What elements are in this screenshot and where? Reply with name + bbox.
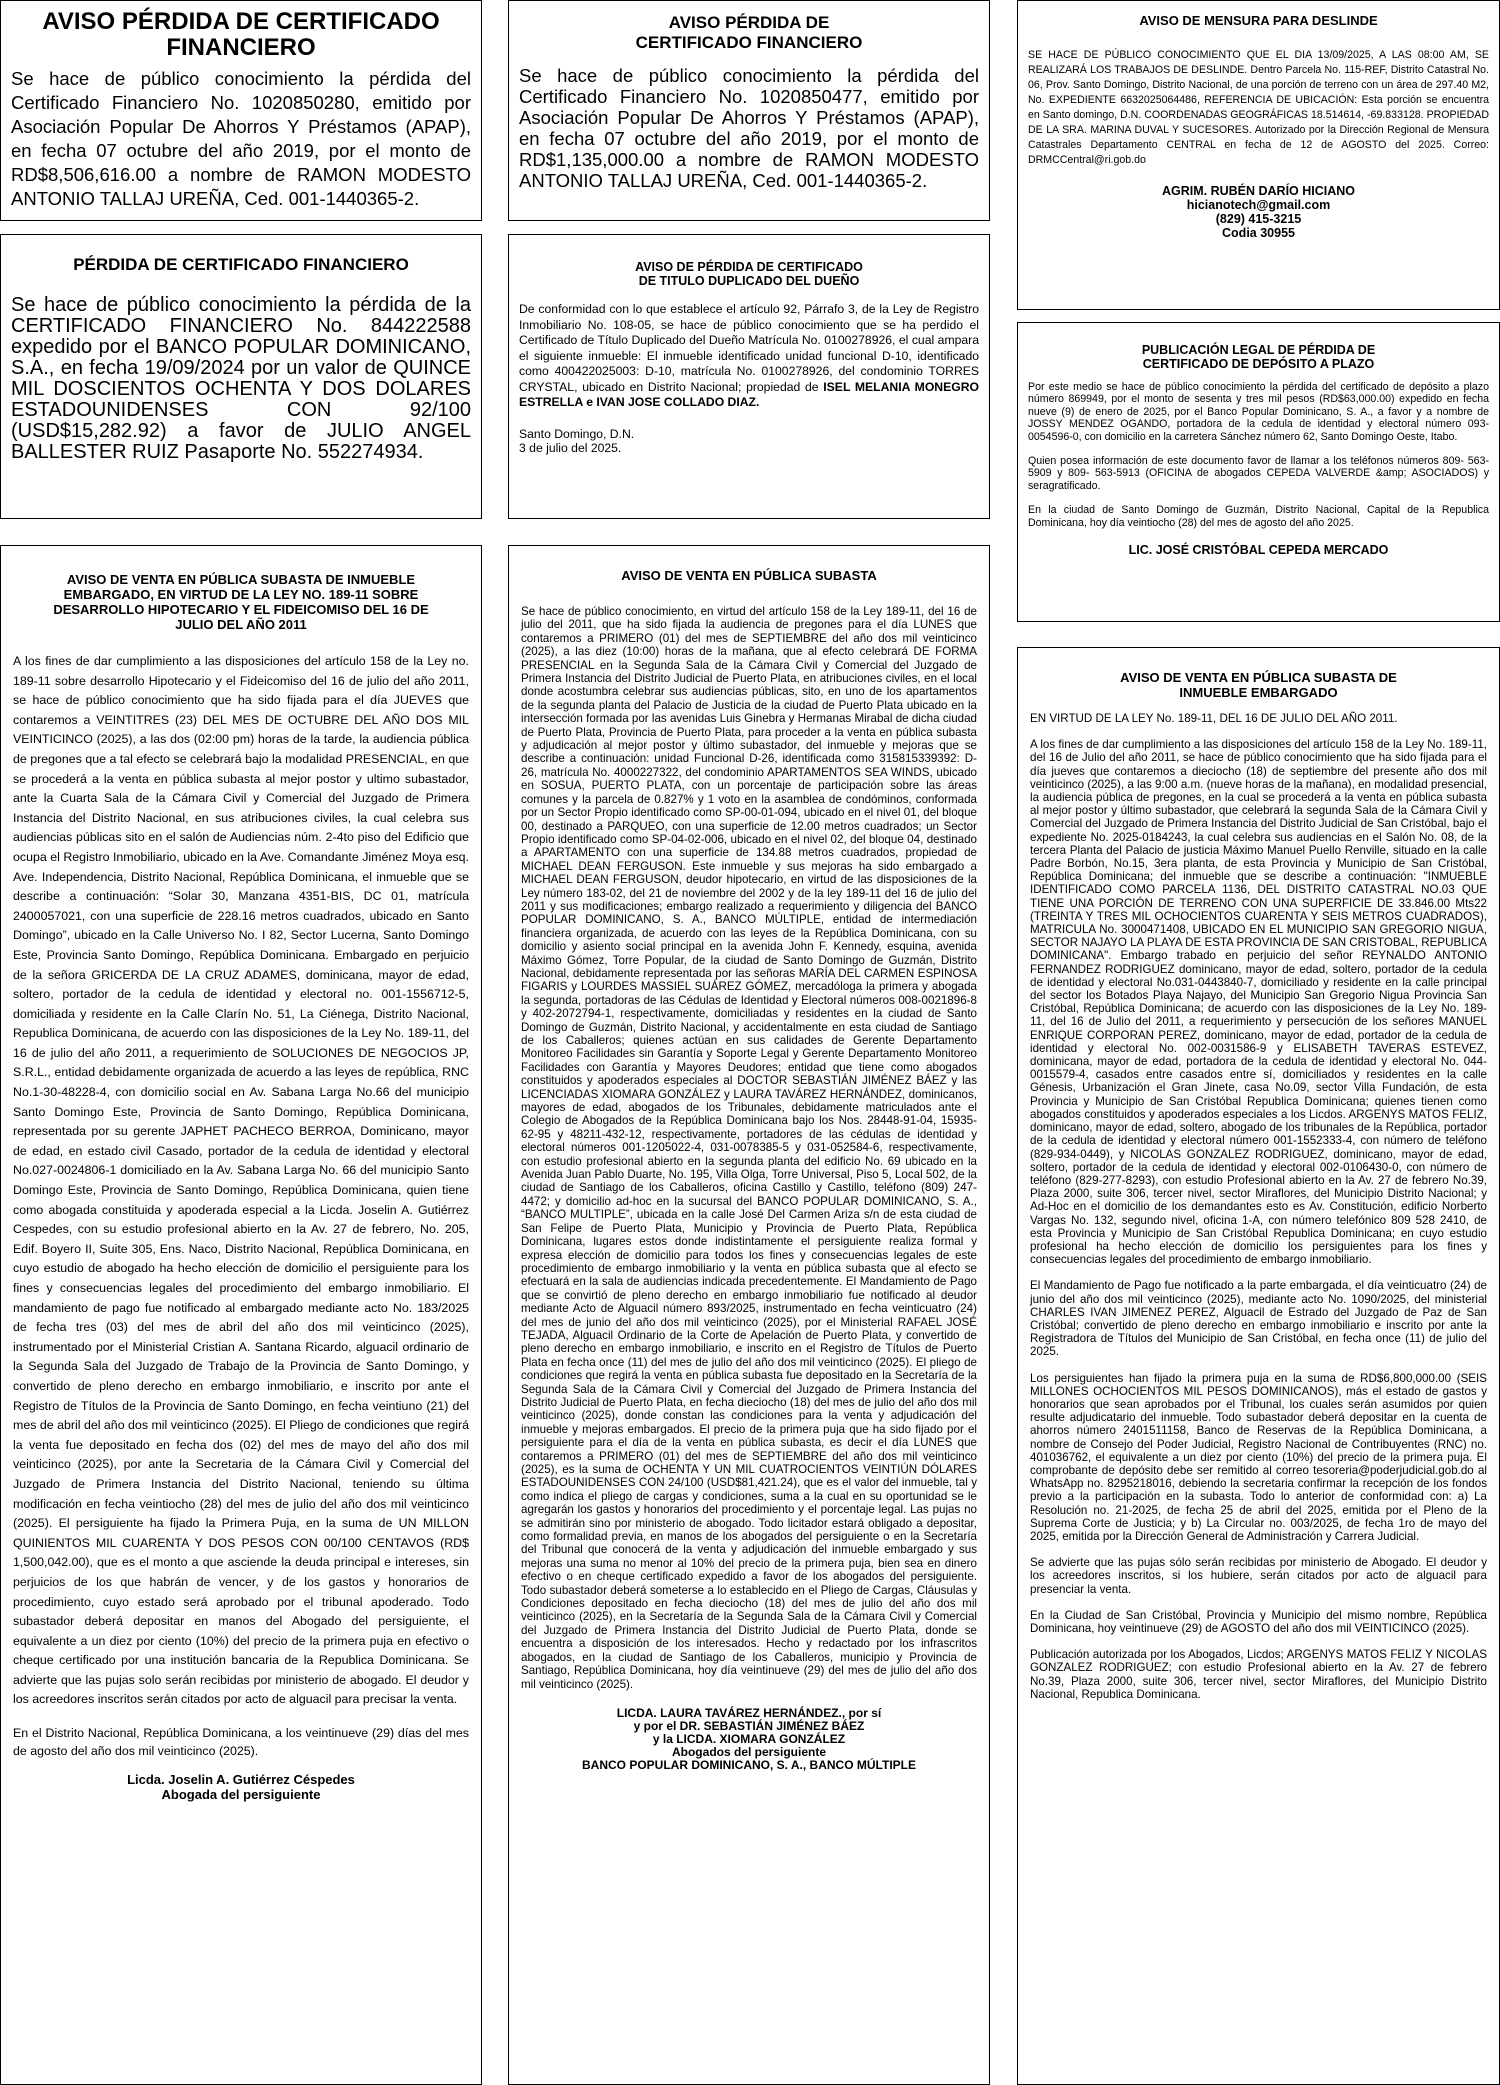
surveyor-email: hicianotech@gmail.com bbox=[1186, 198, 1331, 212]
signature-title: Abogada del persiguiente bbox=[161, 1787, 321, 1803]
paragraph-5: En la Ciudad de San Cristóbal, Provincia y Municipio del mismo nombre, República Dominicana, hoy veintinueve (29) de AGOSTO del año dos mil VEINTICINCO (2025). bbox=[1030, 1608, 1487, 1635]
notice-closing: En el Distrito Nacional, República Dominicana, a los veintinueve (29) días del mes de agosto del año dos mil veinticinco (2025). bbox=[13, 1726, 469, 1759]
surveyor-codia: Codia 30955 bbox=[1222, 226, 1295, 240]
notice-body: SE HACE DE PÚBLICO CONOCIMIENTO QUE EL DIA 13/09/2025, A LAS 08:00 AM, SE REALIZARÁ LOS TRABAJOS DE DESLINDE. Dentro Parcela No. 115-REF, Distrito Catastral No. 06, Prov. Santo Domingo, Distrito Nacional, de una porción de terreno con un área de 297.40 M2, No. EXPEDIENTE 6632025064486, REFERENCIA DE UBICACIÓN: Esta porción se encuentra en Santo domingo, D.N. COORDENADAS GEOGRÁFICAS 18.514614, -69.833128. PROPIEDAD DE LA SRA. MARINA DUVAL Y SUCESORES. Autorizado por la Dirección Regional de Mensura Catastrales Departamento CENTRAL en fecha de 12 de AGOSTO del 2025. Correo: DRMCCentral@ri.gob.do bbox=[1028, 49, 1489, 166]
notice-title: AVISO DE MENSURA PARA DESLINDE bbox=[1139, 13, 1378, 28]
intro: EN VIRTUD DE LA LEY No. 189-11, DEL 16 DE JULIO DEL AÑO 2011. bbox=[1030, 712, 1398, 725]
paragraph-1: Por este medio se hace de público conocimiento la pérdida del certificado de depósito a plazo número 869949, por el monto de sesenta y tres mil pesos (RD$63,000.00) expedido en fecha nueve (9) de enero de 2025, por el Banco Popular Dominicano, S. A., a favor y a nombre de JOSSY MENDEZ OGANDO, portadora de la cedula de identidad y electoral número 093-0054596-0, con domicilio en la carretera Sánchez número 62, Santo Domingo Oeste, Itabo. bbox=[1028, 381, 1489, 443]
signature-name: Licda. Joselin A. Gutiérrez Céspedes bbox=[127, 1772, 355, 1788]
notice-body: A los fines de dar cumplimiento a las disposiciones del artículo 158 de la Ley no. 189-11 sobre desarrollo Hipotecario y el Fideicomiso del 16 de julio del año 2011, se hace de público conocimiento que ha sido fijada para el día JUEVES que contaremos a VEINTITRES (23) DEL MES DE OCTUBRE DEL AÑO DOS MIL VEINTICINCO (2025), a las dos (02:00 pm) horas de la tarde, la audiencia pública de pregones que a tal efecto se celebrará bajo la modalidad PRESENCIAL, en que se procederá a la venta en pública subasta al mejor postor y ultimo subastador, ante la Cuarta Sala de la Cámara Civil y Comercial del Juzgado de Primera Instancia del Distrito Nacional, en sus atribuciones civiles, la cual celebra sus audiencias públicas sito en el salón de Audiencias núm. 2-4to piso del Edificio que ocupa el Registro Inmobiliario, ubicado en la Ave. Comandante Jiménez Moya esq. Ave. Independencia, Distrito Nacional, República Dominicana, el inmueble que se describe a continuación: “Solar 30, Manzana 4351-BIS, DC 01, matrícula 2400057021, con una superficie de 228.16 metros cuadrados, ubicado en Santo Domingo”, ubicado en la Calle Universo No. I 82, Sector Lucerna, Santo Domingo Este, Provincia Santo Domingo, República Dominicana. Embargado en perjuicio de la señora GRICERDA DE LA CRUZ ADAMES, dominicana, mayor de edad, soltero, portador de la cedula de identidad y electoral no. 001-1556712-5, domiciliada y residente en la Calle Clarín No. 51, La Ciénega, Distrito Nacional, Republica Dominicana, de acuerdo con las disposiciones de la Ley No. 189-11, del 16 de julio del año 2011, a requerimiento de SOLUCIONES DE NEGOCIOS JP, S.R.L., entidad debidamente organizada de acuerdo a las leyes de república, RNC No.1-30-48228-4, con domicilio social en Av. Sabana Larga No.66 del municipio Santo Domingo Este, Provincia de Santo Domingo, República Dominicana, representada por su gerente JAPHET PACHECO BERROA, Dominicano, mayor de edad, en estado civil Casado, portador de la cedula de identidad y electoral No.027-0024806-1 domiciliado en la Av. Sabana Larga No. 66 del municipio Santo Domingo Este, Provincia de Santo Domingo, República Dominicana, quien tiene como abogada constituida y apoderada especial a la Licda. Joselin A. Gutiérrez Cespedes, con su estudio profesional abierto en la Av. 27 de febrero, No. 205, Edif. Boyero II, Suite 305, Ens. Naco, Distrito Nacional, República Dominicana, en cuyo estudio de abogado ha hecho elección de domicilio el persiguiente para los fines y consecuencias legales del procedimiento del embargo inmobiliario. El mandamiento de pago fue notificado al embargado mediante acto No. 183/2025 de fecha tres (03) del mes de abril del año dos mil veinticinco (2025), instrumentado por el Ministerial Cristian A. Santana Ricardo, alguacil ordinario de la Segunda Sala del Juzgado de Trabajo de la Provincia de Santo Domingo, y convertido de pleno derecho en embargo inmobiliario, e inscrito por ante el Registro de Títulos de la Provincia de Santo Domingo, en fecha veintiuno (21) del mes de abril del año dos mil veinticinco (2025). El Pliego de condiciones que regirá la venta fue depositado en fecha dos (02) del mes de mayo del año dos mil veinticinco (2025), por ante la Secretaria de la Cámara Civil y Comercial del Juzgado de Primera Instancia del Distrito Nacional, teniendo su última modificación en fecha veintiocho (28) del mes de julio del año dos mil veinticinco (2025). El persiguiente ha fijado la Primera Puja, en la suma de UN MILLON QUINIENTOS MIL CUARENTA Y DOS PESOS CON 00/100 CENTAVOS (RD$ 1,500,042.00), que es el monto a que asciende la deuda principal e intereses, sin perjuicios de los que habrán de vencer, y de los gastos y honorarios de procedimiento, cuyo estado será aprobado por el tribunal apoderado. Todo subastador deberá depositar en manos del Abogado del persiguiente, el equivalente a un diez por ciento (10%) del precio de la primera puja en efectivo o cheque certificado por una institución bancaria de la Republica Dominicana. Se advierte que las pujas solo serán recibidas por ministerio de abogado. El deudor y los acreedores inscritos serán citados por acto de alguacil para precisar la venta. bbox=[13, 654, 469, 1707]
paragraph-3: En la ciudad de Santo Domingo de Guzmán, Distrito Nacional, Capital de la Republica Dominicana, hoy día veintiocho (28) del mes de agosto del año 2025. bbox=[1028, 504, 1489, 529]
paragraph-2: El Mandamiento de Pago fue notificado a la parte embargada, el día veinticuatro (24) de junio del año dos mil veinticinco (2025), mediante acto No. 1090/2025, del ministerial CHARLES IVAN JIMENEZ PEREZ, Alguacil de Estrado del Juzgado de Paz de San Cristóbal; convertido de pleno derecho en embargo inmobiliario e inscrito por ante la Registradora de Títulos del Municipio de San Cristóbal, en fecha once (11) de julio del 2025. bbox=[1030, 1279, 1487, 1359]
owners: ISEL MELANIA MONEGRO ESTRELLA e IVAN JOSE COLLADO DIAZ. bbox=[519, 379, 979, 409]
notice-public-auction-banco-popular bbox=[508, 545, 990, 2085]
notice-title: AVISO DE VENTA EN PÚBLICA SUBASTA DE INMUEBLE EMBARGADO, EN VIRTUD DE LA LEY NO. 189-11 SOBRE DESARROLLO HIPOTECARIO Y EL FIDEICOMISO DEL 16 DE JULIO DEL AÑO 2011 bbox=[53, 572, 429, 632]
notice-title: PÉRDIDA DE CERTIFICADO FINANCIERO bbox=[73, 255, 409, 274]
paragraph-3: Los persiguientes han fijado la primera puja en la suma de RD$6,800,000.00 (SEIS MILLONES OCHOCIENTOS MIL PESOS DOMINICANOS), más el estado de gastos y honorarios que sean aprobados por el Tribunal, los cuales serán asumidos por quien resulte adjudicatario del inmueble. Todo subastador deberá depositar en la cuenta de ahorros número 2401511158, Banco de Reservas de la República Dominicana, a nombre de Consejo del Poder Judicial, Registro Nacional de Contribuyentes (RNC) no. 401036762, el equivalente a un diez por ciento (10%) del precio de la primera puja. El comprobante de depósito debe ser remitido al correo tesoreria@poderjudicial.gob.do al WhatsApp no. 8295218016, debiendo la secretaria confirmar la recepción de los fondos previo a la participación en la subasta. Todo lo anterior de conformidad con: a) La Resolución no. 21-2025, de fecha 25 de abril del 2025, emitida por el Pleno de la Suprema Corte de Justicia; y b) La Circular no. 003/2025, de fecha 1ro de mayo del 2025, emitida por la Dirección General de Administración y Carrera Judicial. bbox=[1030, 1371, 1487, 1543]
surveyor-phone: (829) 415-3215 bbox=[1215, 212, 1302, 226]
notice-public-auction-gutierrez bbox=[0, 545, 482, 2085]
signature-line-2: y por el DR. SEBASTIÁN JIMÉNEZ BÁEZ bbox=[633, 1718, 865, 1733]
notice-loss-certificate-apap-1 bbox=[0, 0, 482, 221]
paragraph-6: Publicación autorizada por los Abogados, Licdos; ARGENYS MATOS FELIZ Y NICOLAS GONZALEZ RODRIGUEZ; con estudio Profesional abierto en la Av. 27 de febrero No.39, Plaza 2000, suite 306, tercer nivel, sector Miraflores, del Municipio Distrito Nacional, Republica Dominicana. bbox=[1030, 1648, 1487, 1701]
surveyor-name: AGRIM. RUBÉN DARÍO HICIANO bbox=[1161, 184, 1356, 198]
place: Santo Domingo, D.N. bbox=[519, 426, 635, 441]
notice-survey-deslinde bbox=[1017, 0, 1500, 310]
notice-body: Se hace de público conocimiento la pérdida del Certificado Financiero No. 1020850280, emitido por Asociación Popular De Ahorros Y Préstamos (APAP), en fecha 07 octubre del año 2019, por el monto de RD$8,506,616.00 a nombre de RAMON MODESTO ANTONIO TALLAJ UREÑA, Ced. 001-1440365-2. bbox=[11, 68, 471, 209]
paragraph-4: Se advierte que las pujas sólo serán recibidas por ministerio de Abogado. El deudor y los acreedores inscritos, si los hubiere, serán citados por acto de alguacil para presenciar la venta. bbox=[1030, 1556, 1487, 1596]
notice-title: PUBLICACIÓN LEGAL DE PÉRDIDA DE CERTIFICADO DE DEPÓSITO A PLAZO bbox=[1141, 343, 1376, 371]
notice-loss-certificate-popular bbox=[0, 234, 482, 519]
signature-name: LIC. JOSÉ CRISTÓBAL CEPEDA MERCADO bbox=[1128, 543, 1389, 558]
notice-title: AVISO DE VENTA EN PÚBLICA SUBASTA DE INMUEBLE EMBARGADO bbox=[1120, 670, 1397, 700]
signature-line-1: LICDA. LAURA TAVÁREZ HERNÁNDEZ., por sí bbox=[616, 1705, 882, 1720]
notice-title: AVISO PÉRDIDA DE CERTIFICADO FINANCIERO bbox=[635, 13, 863, 52]
notice-loss-deposit-certificate bbox=[1017, 322, 1500, 622]
notice-title: AVISO DE VENTA EN PÚBLICA SUBASTA bbox=[621, 568, 877, 583]
signature-line-5: BANCO POPULAR DOMINICANO, S. A., BANCO MÚLTIPLE bbox=[582, 1757, 916, 1772]
paragraph-1: A los fines de dar cumplimiento a las disposiciones del artículo 158 de la Ley No. 189-11, del 16 de Julio del año 2011, se hace de público conocimiento que ha sido fijada para el día jueves que contaremos a dieciocho (18) de septiembre del presente año dos mil veinticinco (2025), a las 9:00 a.m. (nueve horas de la mañana), en modalidad presencial, la audiencia pública de pregones, en la cual se procederá a la venta en pública subasta al mejor postor y último subastador, que celebrará la segunda Sala de la Cámara Civil y Comercial del Juzgado de Primera Instancia del Distrito Judicial de San Cristóbal, bajo el expediente No. 2025-0184243, la cual celebra sus audiencias en el Salón No. 08, de la tercera Planta del Palacio de justicia Máximo Manuel Puello Renville, situado en la calle Padre Borbón, No.15, 3era planta, de esta Provincia y Municipio de San Cristóbal, República Dominicana; del inmueble que se describe a continuación: "INMUEBLE IDENTIFICADO COMO PARCELA 1136, DEL DISTRITO CATASTRAL NO.03 QUE TIENE UNA PORCIÓN DE TERRENO CON UNA SUPERFICIE DE 33.846.00 Mts22 (TREINTA Y TRES MIL OCHOCIENTOS CUARENTA Y SEIS METROS CUADRADOS), MATRICULA No. 3000471408, UBICADO EN EL MUNICIPIO SAN GREGORIO NIGUA, SECTOR NAJAYO LA PLAYA DE ESTA PROVINCIA DE SAN CRISTOBAL, REPUBLICA DOMINICANA". Embargo trabado en perjuicio del señor REYNALDO ANTONIO FERNANDEZ RODRIGUEZ dominicano, mayor de edad, soltero, portador de la cedula de identidad y electoral No.031-0443840-7, domiciliado y residente en la calle principal del sector los Botados Playa Najayo, del Municipio San Gregorio Nigua Provincia San Cristóbal, República Dominicana; de acuerdo con las disposiciones de la Ley No. 189-11, del 16 de Julio del 2011, a requerimiento y persecución de los señores MANUEL ENRIQUE CORPORAN PEREZ, dominicano, mayor de edad, portador de la cedula de identidad y electoral No. 002-0031586-9 y ELISABETH TAVERAS ESTEVEZ, dominicana, mayor de edad, portadora de la cedula de identidad y electoral No. 044-0015579-4, casados entre casados entre sí, domiciliados y residentes en la calle Génesis, Urbanización el Gran Jinete, casa No.09, sector Villa Fundación, de esta Provincia y Municipio de San Cristóbal Republica Dominicana; quienes tienen como abogados constituidos y apoderados especiales a los Licdos. ARGENYS MATOS FELIZ, dominicano, mayor de edad, soltero, abogado de los tribunales de la República, portador de la cedula de identidad y electoral número 001-1552333-4, con número de teléfono (829-934-0449), y NICOLAS GONZALEZ RODRIGUEZ, dominicano, mayor de edad, soltero, portador de la cedula de identidad y electoral 002-0106430-0, con número de teléfono (829-277-8293), con estudio Profesional abierto en la Av. 27 de febrero No.39, Plaza 2000, suite 306, tercer nivel, sector Miraflores, del Municipio Distrito Nacional; y Ad-Hoc en el domicilio de los demandantes esto es Av. Constitución, edificio Norberto Vargas No. 132, segundo nivel, oficina 1-A, con número telefónico 809 528 2410, de esta Provincia y Municipio de San Cristóbal Republica Dominicana; en cuyo estudio profesional ha hecho elección de domicilio los persiguientes para los fines y consecuencias legales del procedimiento de embargo inmobiliario. bbox=[1030, 738, 1487, 1267]
signature-line-3: y la LICDA. XIOMARA GONZÁLEZ bbox=[652, 1731, 846, 1746]
notice-loss-title-duplicate bbox=[508, 234, 990, 519]
notice-body: Se hace de público conocimiento la pérdida del Certificado Financiero No. 1020850477, emitido por Asociación Popular De Ahorros Y Préstamos (APAP), en fecha 07 octubre del año 2019, por el monto de RD$1,135,000.00 a nombre de RAMON MODESTO ANTONIO TALLAJ UREÑA, Ced. 001-1440365-2. bbox=[519, 65, 979, 191]
notice-public-auction-san-cristobal bbox=[1017, 647, 1500, 2085]
date: 3 de julio del 2025. bbox=[519, 440, 622, 455]
notice-loss-certificate-apap-2 bbox=[508, 0, 990, 221]
notice-body: Se hace de público conocimiento la pérdida de la CERTIFICADO FINANCIERO No. 844222588 expedido por el BANCO POPULAR DOMINICANO, S.A., en fecha 19/09/2024 por un valor de QUINCE MIL DOSCIENTOS OCHENTA Y DOS DOLARES ESTADOUNIDENSES CON 92/100 (USD$15,282.92) a favor de JULIO ANGEL BALLESTER RUIZ Pasaporte No. 552274934. bbox=[11, 294, 471, 463]
notice-body: Se hace de público conocimiento, en virtud del artículo 158 de la Ley 189-11, del 16 de julio del 2011, que ha sido fijada la audiencia de pregones para el día LUNES que contaremos a PRIMERO (01) del mes de SEPTIEMBRE del año dos mil veinticinco (2025), a las diez (10:00) horas de la mañana, que al efecto celebrará DE FORMA PRESENCIAL en la Segunda Sala de la Cámara Civil y Comercial del Juzgado de Primera Instancia del Distrito Judicial de Puerto Plata, en atribuciones civiles, en el local donde acostumbra celebrar sus audiencias públicas, sito, en uno de los apartamentos de la segunda planta del Palacio de Justicia de la ciudad de Puerto Plata ubicado en la intersección formada por las avenidas Luis Ginebra y Hermanas Mirabal de dicha ciudad de Puerto Plata, Provincia de Puerto Plata, para proceder a la venta en pública subasta y adjudicación al mejor postor y último subastador, del inmueble y mejoras que se describe a continuación: unidad Funcional D-26, identificada como 315815339392: D-26, matrícula No. 4000227322, del condominio APARTAMENTOS SEA WINDS, ubicado en SOSUA, PUERTO PLATA, con un porcentaje de participación sobre las áreas comunes y la parcela de 0.827% y 1 voto en la asamblea de condóminos, conformada por un Sector Propio identificado como SP-00-01-094, ubicado en el nivel 01, del bloque 00, destinado a PARQUEO, con una superficie de 12.00 metros cuadrados; un Sector Propio identificado como SP-04-02-006, ubicado en el nivel 02, del bloque 04, destinado a APARTAMENTO con una superficie de 134.88 metros cuadrados, propiedad de MICHAEL DEAN FERGUSON. Este inmueble y sus mejoras ha sido embargado a MICHAEL DEAN FERGUSON, deudor hipotecario, en virtud de las disposiciones de la Ley número 183-02, del 21 de noviembre del 2002 y de la ley 189-11 del 16 de julio del 2011 y sus modificaciones; embargo realizado a requerimiento y diligencia del BANCO POPULAR DOMINICANO, S. A., BANCO MÚLTIPLE, entidad de intermediación financiera organizada, de acuerdo con las leyes de la República Dominicana, con su domicilio y asiento social principal en la avenida John F. Kennedy, esquina, avenida Máximo Gómez, Torre Popular, de la ciudad de Santo Domingo de Guzmán, Distrito Nacional, debidamente representada por las señoras MARÍA DEL CARMEN ESPINOSA FIGARIS y LOURDES MASSIEL SUÁREZ GÓMEZ, mercadóloga la primera y abogada la segunda, portadoras de las Cédulas de Identidad y Electoral números 008-0021896-8 y 402-2072794-1, respectivamente, domiciliadas y residentes en la ciudad de Santo Domingo de Guzmán, Distrito Nacional, y accidentalmente en esta ciudad de Santiago de los Caballeros; quienes actúan en sus calidades de Gerente Departamento Monitoreo Facilidades sin Garantía y Soporte Legal y Gerente Departamento Monitoreo Facilidades con Garantía y Mayores Deudores; entidad que tiene como abogados constituidos y apoderados especiales al DOCTOR SEBASTIÁN JIMÉNEZ BÁEZ y las LICENCIADAS XIOMARA GONZÁLEZ y LAURA TAVÁREZ HERNÁNDEZ, dominicanos, mayores de edad, abogados de los Tribunales, debidamente matriculados ante el Colegio de Abogados de la República Dominicana bajo los Nos. 28448-91-04, 15935-62-95 y 48211-432-12, respectivamente, portadores de las cédulas de identidad y electoral números 001-1205022-4, 031-0078385-5 y 031-052584-6, respectivamente, con estudio profesional abierto en la segunda planta del edificio No. 69 ubicado en la Avenida Juan Pablo Duarte, No. 195, Villa Olga, Torre Universal, Piso 5, Local 502, de la ciudad de Santiago de los Caballeros, oficina Castillo y Castillo, teléfono (809) 247-4472; y domicilio ad-hoc en la sucursal del BANCO POPULAR DOMINICANO, S. A., “BANCO MULTIPLE”, ubicada en la calle José Del Carmen Ariza s/n de esta ciudad de San Felipe de Puerto Plata, Municipio y Provincia de Puerto Plata, República Dominicana, lugares estos donde indistintamente el persiguiente realiza formal y expresa elección de domicilio para todos los fines y consecuencias legales de este procedimiento de embargo inmobiliario y la venta en pública subasta que al efecto se efectuará en la sala de audiencias indicada precedentemente. El Mandamiento de Pago que se convirtió de pleno derecho en embargo inmobiliario fue notificado al deudor mediante Acto de Alguacil número 893/2025, instrumentado en fecha veinticuatro (24) del mes de junio del año dos mil veinticinco (2025), por el Ministerial RAFAEL JOSÉ TEJADA, Alguacil Ordinario de la Corte de Apelación de Puerto Plata, y convertido de pleno derecho en embargo inmobiliario, e inscrito en el Registro de Títulos de Puerto Plata en fecha once (11) del mes de julio del año dos mil veinticinco (2025). El pliego de condiciones que regirá la venta en pública subasta fue depositado en la Secretaría de la Segunda Sala de la Cámara Civil y Comercial del Juzgado de Primera Instancia del Distrito Judicial de Puerto Plata, en fecha dieciocho (18) del mes de julio del año dos mil veinticinco (2025), donde constan las condiciones para la venta y adjudicación del inmueble y mejoras embargados. El precio de la primera puja que ha sido fijado por el persiguiente para el día de la venta en pública subasta, es decir el día LUNES que contaremos a PRIMERO (01) del mes de SEPTIEMBRE del año dos mil veinticinco (2025), es la suma de OCHENTA Y UN MIL CUATROCIENTOS VEINTIÚN DÓLARES ESTADOUNIDENSES CON 24/100 (USD$81,421.24), que es el valor del inmueble, tal y como indica el pliego de cargas y condiciones, suma a la cual en su oportunidad se le agregarán los gastos y honorarios del procedimiento y el porcentaje legal. Las pujas no se admitirán sino por ministerio de abogado. Todo licitador estará obligado a depositar, como formalidad previa, en manos de los abogados del persiguiente o en la Secretaría del Tribunal que conocerá de la venta y adjudicación del inmueble embargado y sus mejoras una suma no menor al 10% del precio de la primera puja, bien sea en dinero efectivo o en cheque certificado expedido a favor de los abogados del persiguiente. Todo subastador deberá someterse a lo establecido en el Pliego de Cargas, Cláusulas y Condiciones depositado en fecha dieciocho (18) del mes de julio del año dos mil veinticinco (2025), en la Secretaría de la Segunda Sala de la Cámara Civil y Comercial del Juzgado de Primera Instancia del Distrito Judicial de Puerto Plata, donde se encuentra a disposición de los interesados. Hecho y redactado por los infrascritos abogados, en la ciudad de Santiago de los Caballeros, municipio y Provincia de Santiago, República Dominicana, hoy día veintinueve (29) del mes de julio del año dos mil veinticinco (2025). bbox=[521, 605, 977, 1691]
notice-body bbox=[519, 302, 979, 411]
notice-title: AVISO DE PÉRDIDA DE CERTIFICADO DE TITULO DUPLICADO DEL DUEÑO bbox=[635, 260, 863, 288]
notice-body-text: De conformidad con lo que establece el artículo 92, Párrafo 3, de la Ley de Registro Inmobiliario No. 108-05, se hace de público conocimiento que se ha perdido el Certificado de Título Duplicado del Dueño Matrícula No. 0100278926, el cual ampara el siguiente inmueble: El inmueble identificado unidad funcional D-10, identificado como 400422025003: D-10, matrícula No. 0100278926, del condominio TORRES CRYSTAL, ubicado en Distrito Nacional; propiedad de bbox=[519, 302, 979, 394]
signature-line-4: Abogados del persiguiente bbox=[671, 1744, 827, 1759]
paragraph-2: Quien posea información de este documento favor de llamar a los teléfonos números 809- 563-5909 y 809- 563-5913 (OFICINA de abogados CEPEDA VALVERDE &amp; ASOCIADOS) y seragratificado. bbox=[1028, 455, 1489, 492]
notice-title: AVISO PÉRDIDA DE CERTIFICADO FINANCIERO bbox=[42, 8, 440, 61]
